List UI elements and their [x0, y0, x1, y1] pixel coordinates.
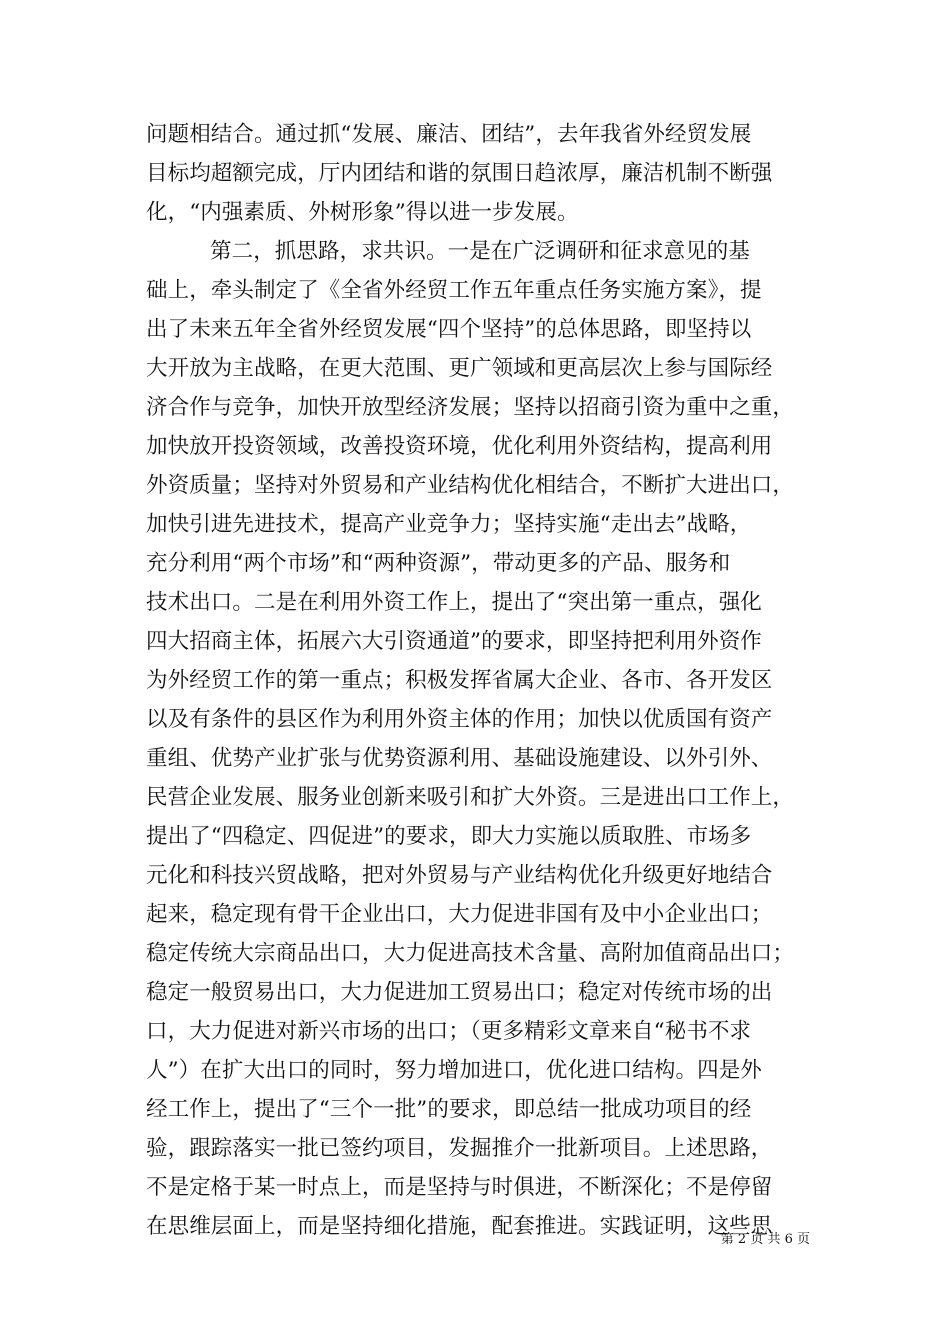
- text-line: 加快放开投资领域，改善投资环境，优化利用外资结构，提高利用: [146, 434, 773, 459]
- text-line: 人”）在扩大出口的同时，努力增加进口，优化进口结构。四是外: [146, 1058, 762, 1083]
- text-line: 出了未来五年全省外经贸发展“四个坚持”的总体思路，即坚持以: [146, 317, 752, 342]
- text-line: 问题相结合。通过抓“发展、廉洁、团结”，去年我省外经贸发展: [146, 122, 752, 147]
- text-line: 元化和科技兴贸战略，把对外贸易与产业结构优化升级更好地结合: [146, 863, 773, 888]
- text-line: 技术出口。二是在利用外资工作上，提出了“突出第一重点，强化: [146, 590, 762, 615]
- text-line: 口，大力促进对新兴市场的出口；（更多精彩文章来自“秘书不求: [146, 1019, 752, 1044]
- text-line: 为外经贸工作的第一重点；积极发挥省属大企业、各市、各开发区: [146, 668, 773, 693]
- text-line: 外资质量；坚持对外贸易和产业结构优化相结合，不断扩大进出口，: [146, 473, 795, 498]
- paragraph-start-line: 第二，抓思路，求共识。一是在广泛调研和征求意见的基: [210, 239, 751, 264]
- text-line: 提出了“四稳定、四促进”的要求，即大力实施以质取胜、市场多: [146, 824, 752, 849]
- text-line: 四大招商主体，拓展六大引资通道”的要求，即坚持把利用外资作: [146, 629, 762, 654]
- text-line: 在思维层面上，而是坚持细化措施，配套推进。实践证明，这些思: [146, 1214, 773, 1239]
- text-line: 加快引进先进技术，提高产业竞争力；坚持实施“走出去”战略，: [146, 512, 752, 537]
- text-line: 稳定一般贸易出口，大力促进加工贸易出口；稳定对传统市场的出: [146, 980, 773, 1005]
- text-line: 以及有条件的县区作为利用外资主体的作用；加快以优质国有资产: [146, 707, 773, 732]
- text-line: 化，“内强素质、外树形象”得以进一步发展。: [146, 200, 579, 225]
- text-line: 目标均超额完成，厅内团结和谐的氛围日趋浓厚，廉洁机制不断强: [146, 161, 773, 186]
- text-line: 重组、优势产业扩张与优势资源利用、基础设施建设、以外引外、: [146, 746, 773, 771]
- text-line: 充分利用“两个市场”和“两种资源”，带动更多的产品、服务和: [146, 551, 731, 576]
- text-line: 稳定传统大宗商品出口，大力促进高技术含量、高附加值商品出口；: [146, 941, 795, 966]
- text-line: 不是定格于某一时点上，而是坚持与时俱进，不断深化；不是停留: [146, 1175, 773, 1200]
- text-line: 民营企业发展、服务业创新来吸引和扩大外资。三是进出口工作上，: [146, 785, 795, 810]
- text-line: 大开放为主战略，在更大范围、更广领域和更高层次上参与国际经: [146, 356, 773, 381]
- text-line: 经工作上，提出了“三个一批”的要求，即总结一批成功项目的经: [146, 1097, 752, 1122]
- page-number-footer: 第 2 页 共 6 页: [720, 1232, 810, 1247]
- text-line: 起来，稳定现有骨干企业出口，大力促进非国有及中小企业出口；: [146, 902, 773, 927]
- text-line: 验，跟踪落实一批已签约项目，发掘推介一批新项目。上述思路，: [146, 1136, 773, 1161]
- text-line: 济合作与竞争，加快开放型经济发展；坚持以招商引资为重中之重，: [146, 395, 795, 420]
- text-line: 础上，牵头制定了《全省外经贸工作五年重点任务实施方案》，提: [146, 278, 762, 303]
